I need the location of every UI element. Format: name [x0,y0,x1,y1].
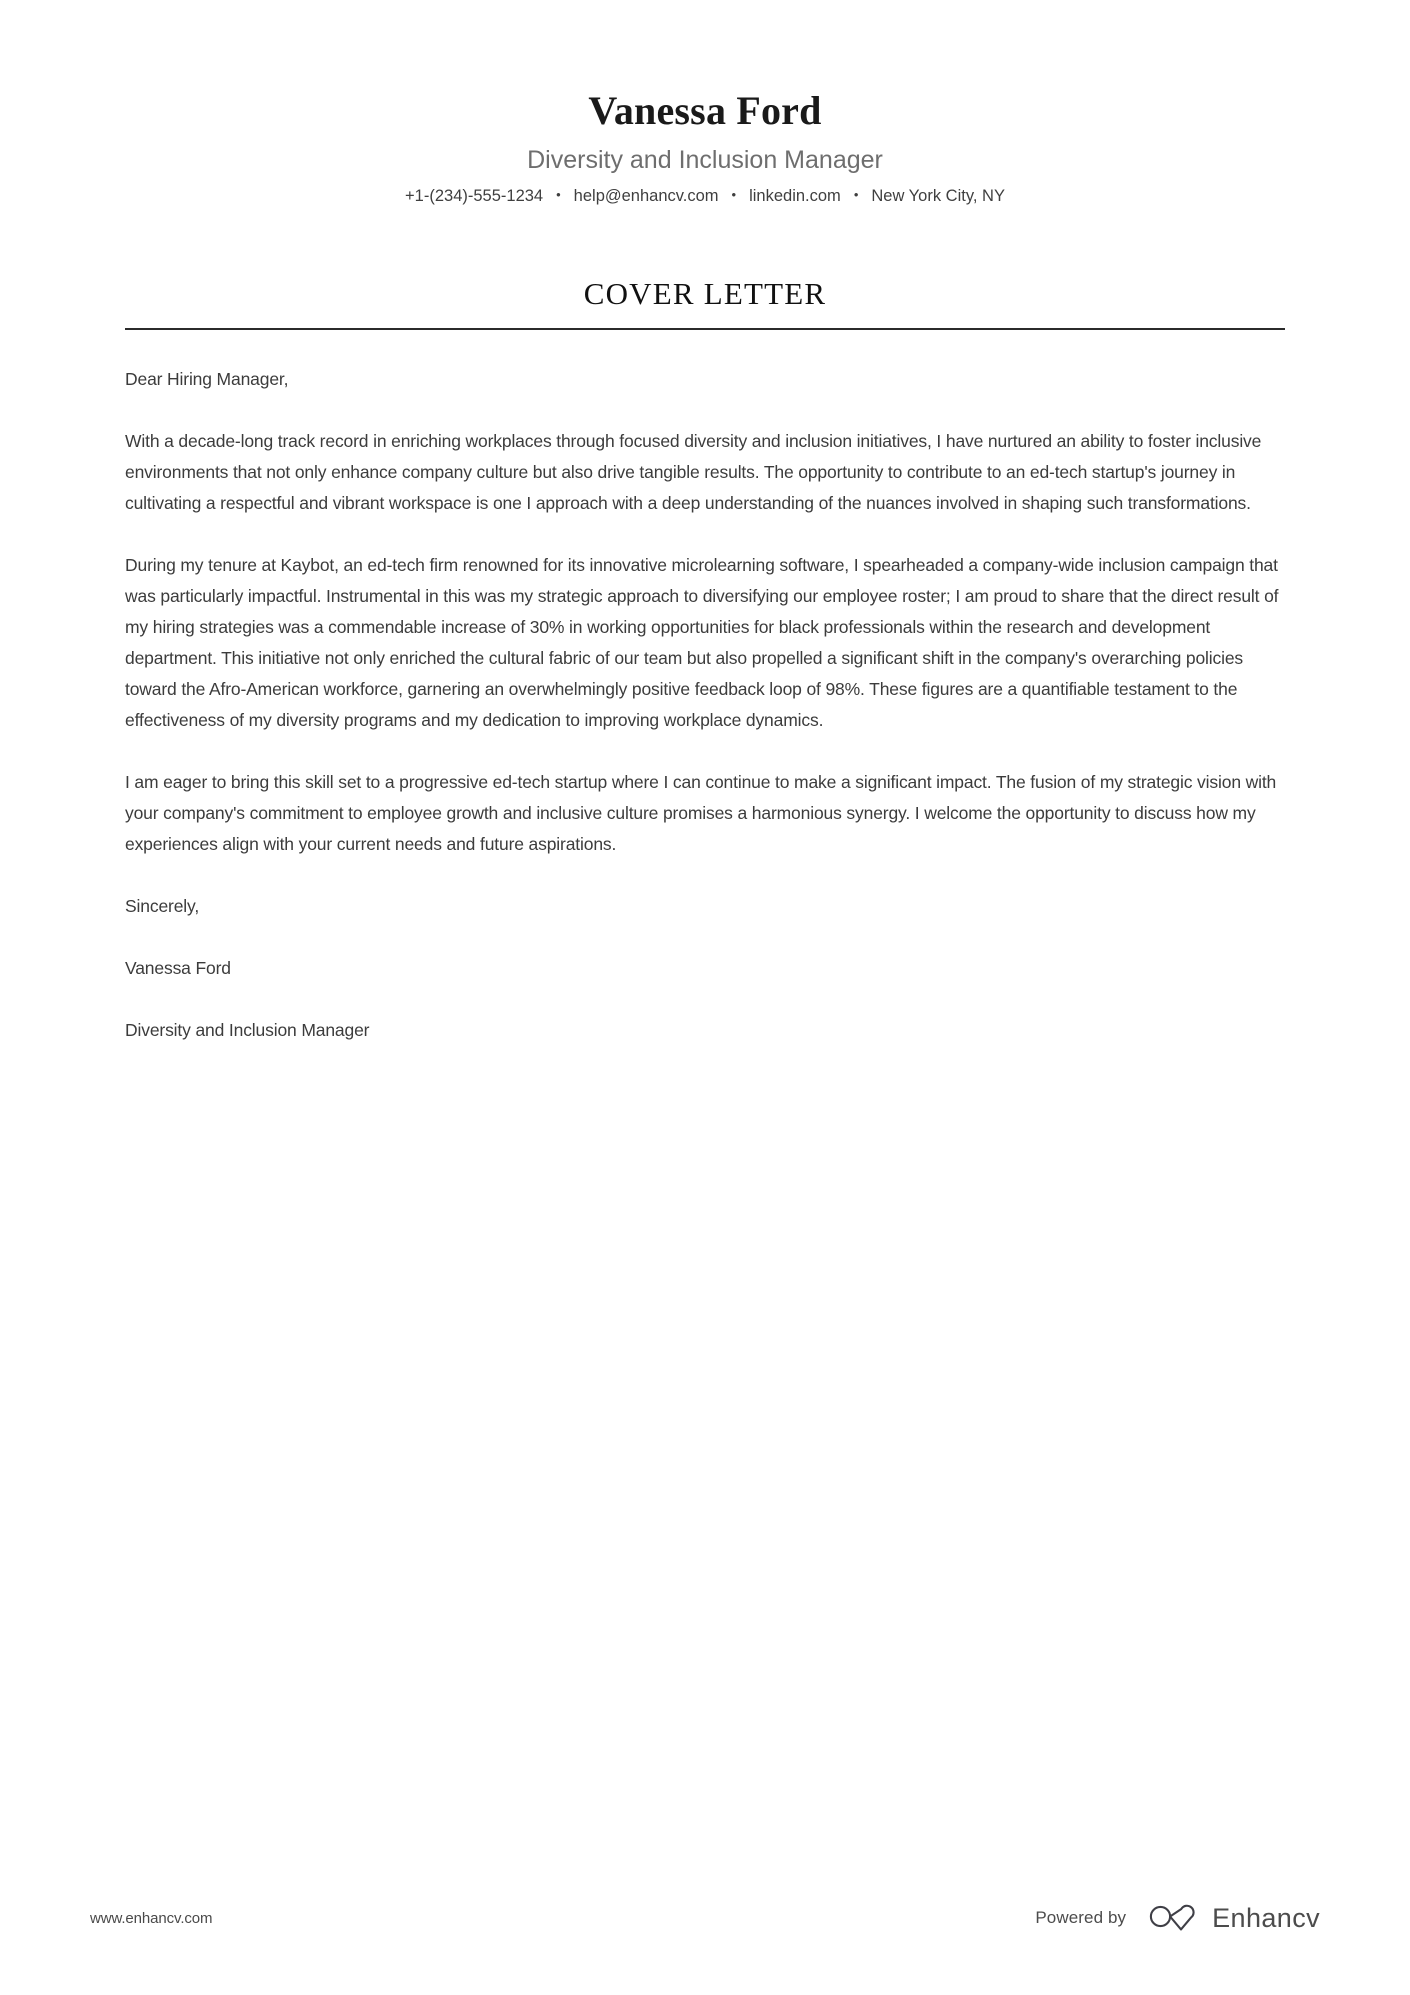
section-heading-block [0,276,1410,330]
candidate-name: Vanessa Ford [588,88,822,133]
enhancv-infinity-heart-icon [1148,1903,1200,1933]
document-header [0,0,1410,206]
section-divider [125,328,1285,330]
bullet-separator-icon: • [853,186,859,202]
bullet-separator-icon: • [556,186,561,202]
bullet-separator-icon: • [731,186,737,202]
enhancv-wordmark: Enhancv [1212,1902,1320,1933]
signature-title: Diversity and Inclusion Manager [125,1019,370,1040]
footer-website-url[interactable]: www.enhancv.com [90,1909,213,1927]
contact-phone: +1-(234)-555-1234 [405,186,544,205]
letter-salutation: Dear Hiring Manager, [125,368,289,389]
contact-line [0,187,1410,206]
contact-location: New York City, NY [871,186,1005,205]
footer-branding [1035,1903,1320,1933]
document-footer [0,1903,1410,1933]
contact-email[interactable]: help@enhancv.com [573,186,719,205]
letter-paragraph: During my tenure at Kaybot, an ed-tech firm renowned for its innovative microlearning software, I spearheaded a company-wide inclusion campaign that was particularly impactful. Instrumental in this was my strategic approach to diversifying our employee roster; I am proud to share that the direct result of my hiring strategies was a commendable increase of 30% in working opportunities for black professionals within the research and development department. This initiative not only enriched the cultural fabric of our team but also propelled a significant shift in the company's overarching policies toward the Afro-American workforce, garnering an overwhelmingly positive feedback loop of 98%. These figures are a quantifiable testament to the effectiveness of my diversity programs and my dedication to improving workplace dynamics. [125,554,1279,730]
powered-by-label: Powered by [1035,1908,1127,1927]
letter-paragraph: I am eager to bring this skill set to a progressive ed-tech startup where I can continue to make a significant impact. The fusion of my strategic vision with your company's commitment to employee growth and inclusive culture promises a harmonious synergy. I welcome the opportunity to discuss how my experiences align with your current needs and future aspirations. [125,771,1277,854]
signature-name: Vanessa Ford [125,957,231,978]
enhancv-logo[interactable] [1148,1903,1320,1933]
letter-paragraph: With a decade-long track record in enriching workplaces through focused diversity and inclusion initiatives, I have nurtured an ability to foster inclusive environments that not only enhance company culture but also drive tangible results. The opportunity to contribute to an ed-tech startup's journey in cultivating a respectful and vibrant workspace is one I approach with a deep understanding of the nuances involved in shaping such transformations. [125,430,1262,513]
page-title: COVER LETTER [583,275,827,311]
letter-body [0,364,1410,1046]
candidate-job-title: Diversity and Inclusion Manager [527,146,883,174]
contact-linkedin[interactable]: linkedin.com [749,186,841,205]
letter-closing: Sincerely, [125,895,200,916]
